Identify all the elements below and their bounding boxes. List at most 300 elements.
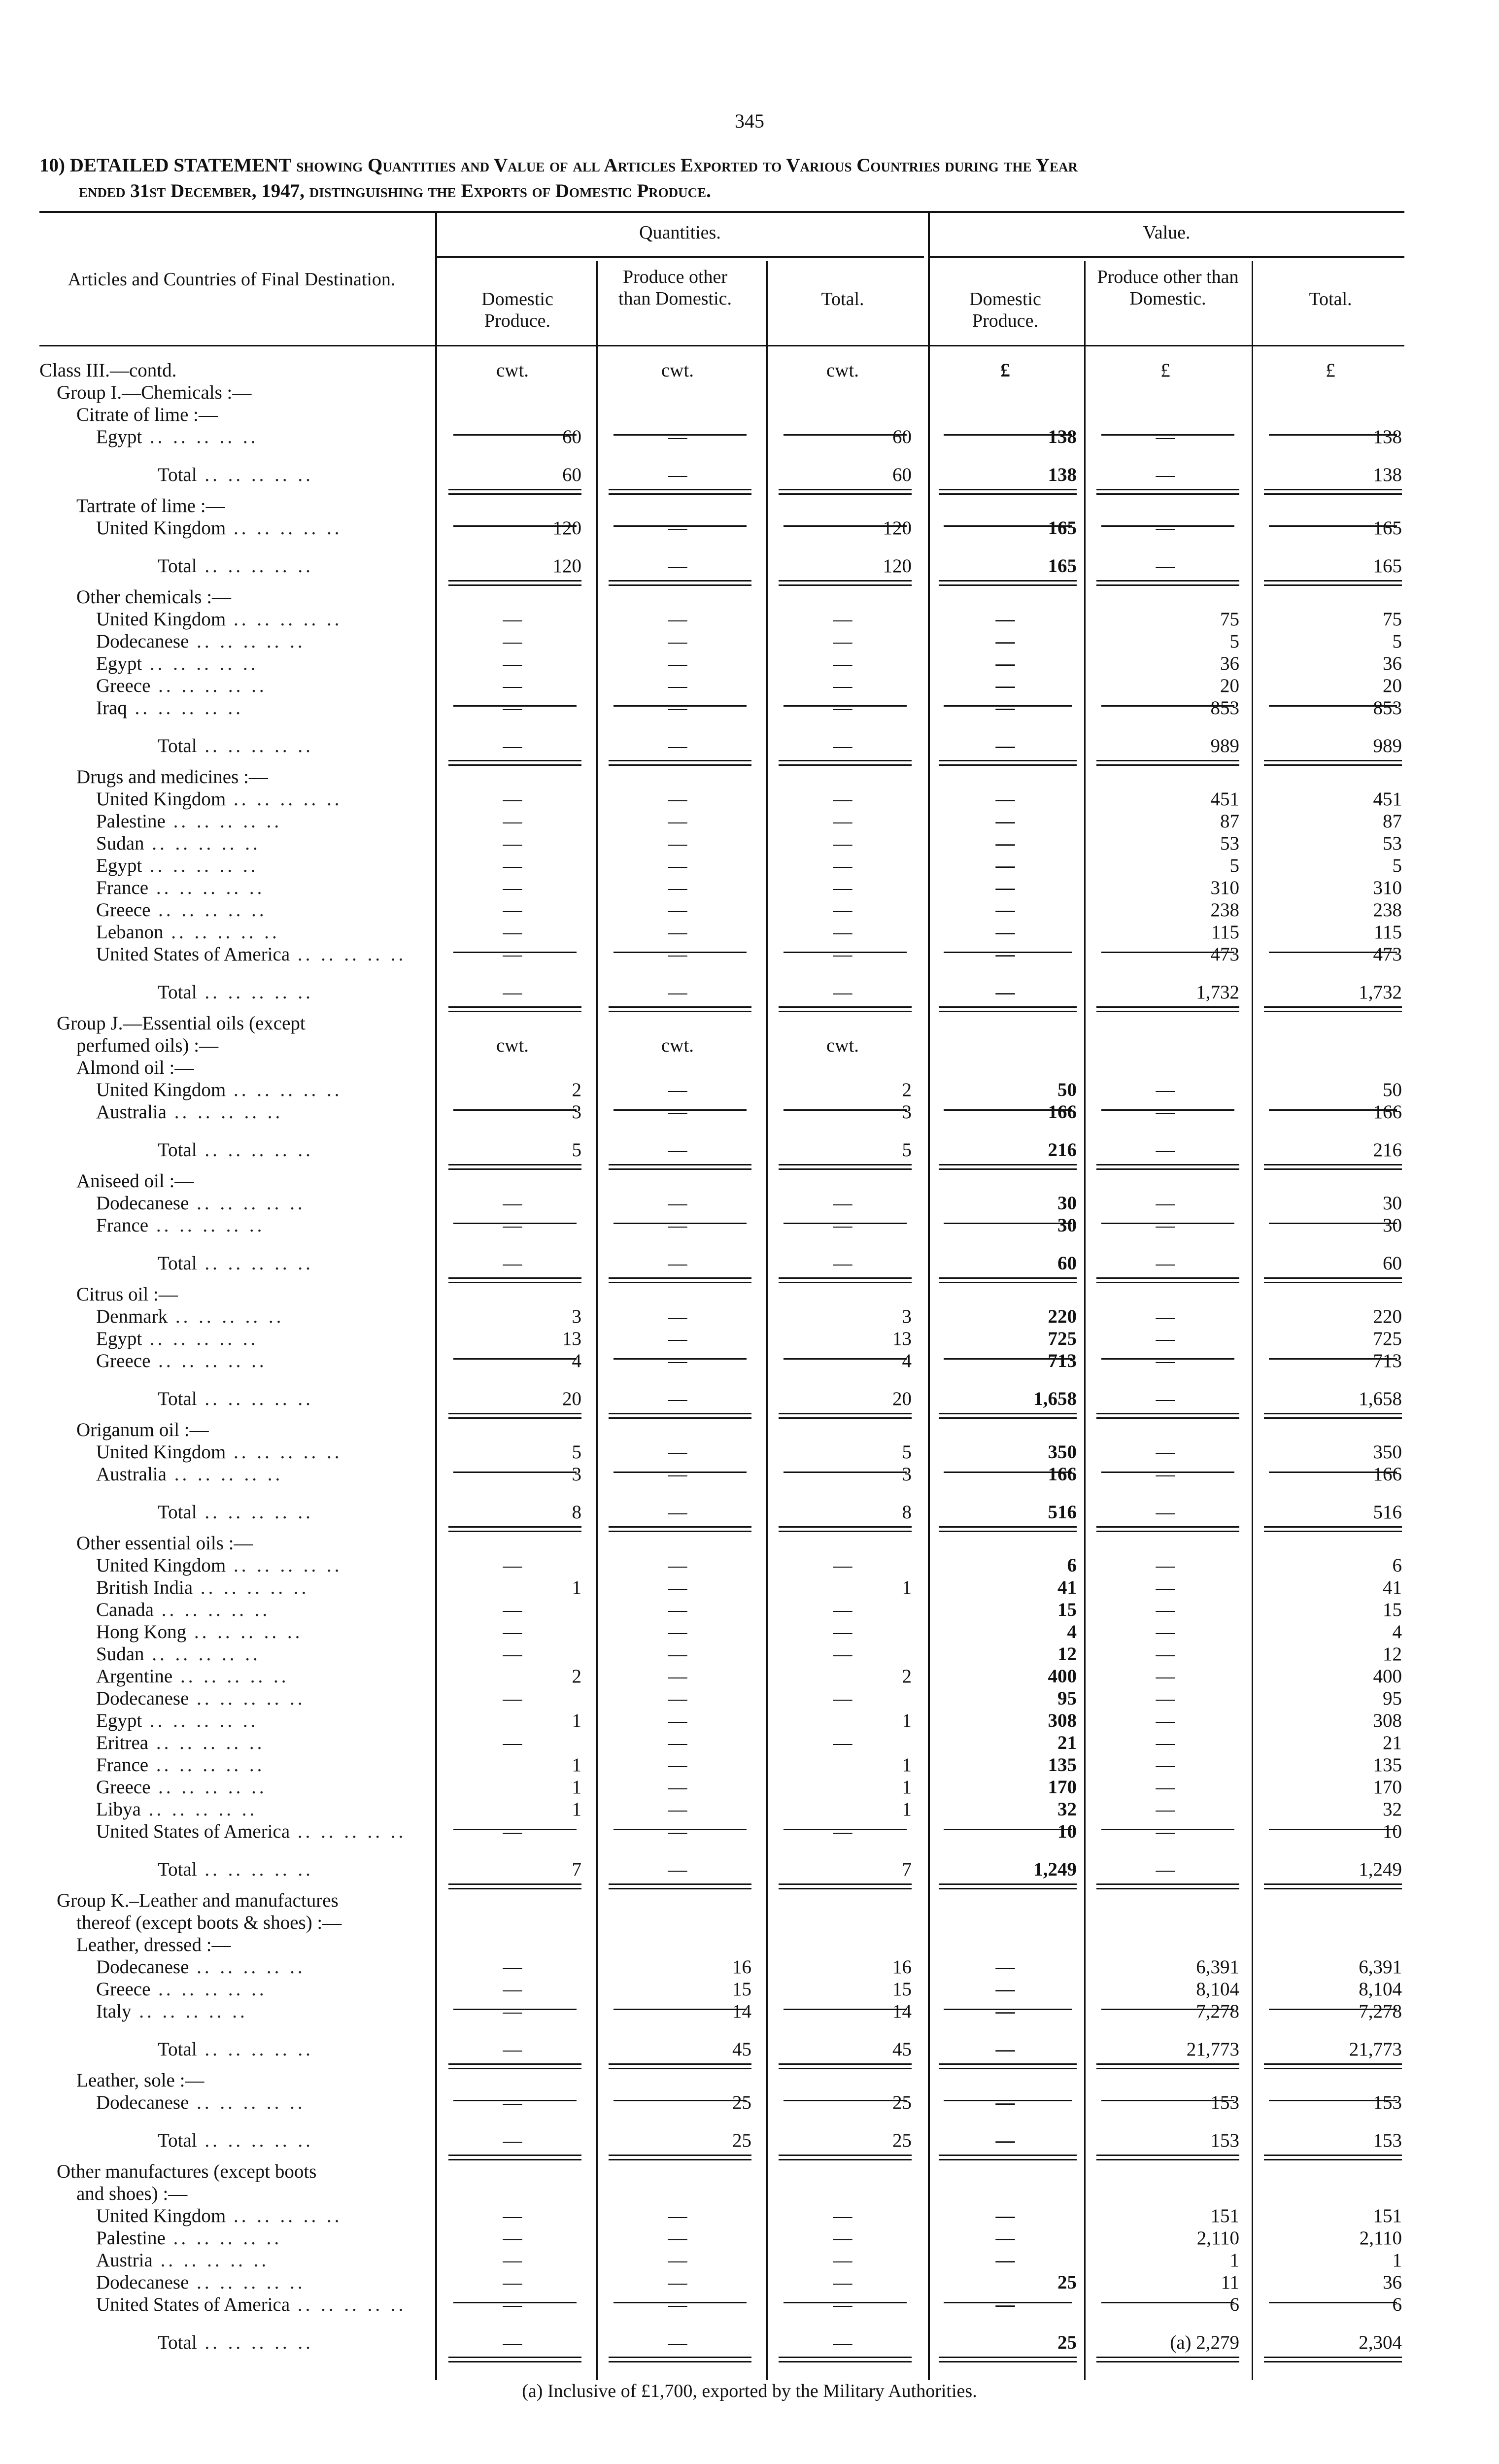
cell-other-quantity: — <box>668 555 687 577</box>
cell-domestic-quantity: — <box>503 1215 522 1236</box>
cell-domestic-quantity: — <box>503 1732 522 1753</box>
leader-dots: .. .. .. .. .. <box>197 2130 313 2151</box>
cell-total-quantity: — <box>833 1253 852 1274</box>
v-total-header: Total. <box>1309 289 1352 309</box>
cell-domestic-value: — <box>995 788 1015 810</box>
rule-line <box>453 705 577 707</box>
rule-line <box>944 952 1072 953</box>
cell-other-value: — <box>1156 1502 1175 1523</box>
row-label-text: Leather, dressed :— <box>76 1934 231 1955</box>
cell-domestic-quantity: 13 <box>562 1328 581 1349</box>
row-label <box>39 1889 434 1912</box>
row-label <box>39 1252 434 1274</box>
row-label-text: Citrus oil :— <box>76 1284 178 1305</box>
leader-dots: .. .. .. .. .. <box>193 1577 309 1598</box>
section-row <box>0 404 1499 426</box>
rule-line <box>613 952 747 953</box>
cell-total-quantity: cwt. <box>826 360 859 381</box>
cell-other-quantity: — <box>668 899 687 921</box>
rule-line <box>1101 2302 1234 2303</box>
cell-total-value: 36 <box>1383 653 1402 674</box>
cell-other-value: — <box>1156 1666 1175 1687</box>
cell-domestic-quantity: 1 <box>572 1754 581 1776</box>
row-label <box>39 2205 434 2227</box>
row-label <box>39 855 434 877</box>
cell-other-value: — <box>1156 1777 1175 1798</box>
cell-total-value: 20 <box>1383 675 1402 696</box>
row-label-text: United States of America <box>96 2294 290 2315</box>
row-label <box>39 1170 434 1192</box>
table-row <box>0 2293 1499 2316</box>
cell-domestic-quantity: 4 <box>572 1350 581 1371</box>
cell-total-quantity: — <box>833 1688 852 1709</box>
rule-line <box>784 1109 907 1111</box>
cell-domestic-quantity: — <box>503 631 522 652</box>
row-label <box>39 1934 434 1956</box>
row-label <box>39 2249 434 2271</box>
cell-domestic-quantity: — <box>503 1555 522 1576</box>
row-label <box>39 675 434 697</box>
double-rule-line <box>609 489 751 495</box>
cell-domestic-value: — <box>995 2001 1015 2022</box>
cell-total-quantity: — <box>833 735 852 756</box>
leader-dots: .. .. .. .. .. <box>140 1799 258 1820</box>
cell-domestic-quantity: — <box>503 1193 522 1214</box>
cell-domestic-quantity: — <box>503 944 522 965</box>
cell-domestic-value: — <box>995 697 1015 719</box>
cell-total-quantity: — <box>833 675 852 696</box>
rule-line <box>1269 525 1397 527</box>
cell-other-quantity: — <box>668 697 687 719</box>
table-row <box>0 1214 1499 1236</box>
total-rule-below <box>0 1523 1499 1532</box>
cell-domestic-quantity: 8 <box>572 1502 581 1523</box>
double-rule-line <box>1264 1883 1402 1889</box>
row-label-text: France <box>96 1754 149 1776</box>
cell-other-value: £ <box>1160 360 1170 381</box>
cell-total-value: 473 <box>1373 944 1402 965</box>
cell-other-quantity: — <box>668 1821 687 1842</box>
cell-total-quantity: — <box>833 833 852 854</box>
q-domestic-header: Domestic Produce. <box>481 289 553 331</box>
row-label-text: Total <box>158 982 197 1003</box>
leader-dots: .. .. .. .. .. <box>226 517 342 539</box>
table-row <box>0 1350 1499 1372</box>
cell-other-quantity: — <box>668 1350 687 1371</box>
row-label-text: British India <box>96 1577 193 1598</box>
rule-line <box>1101 1472 1234 1473</box>
cell-domestic-quantity: — <box>503 788 522 810</box>
row-label-text: Palestine <box>96 2227 166 2249</box>
cell-other-quantity: — <box>668 1710 687 1731</box>
cell-total-value: 1,249 <box>1359 1859 1402 1880</box>
leader-dots: .. .. .. .. .. <box>186 1621 303 1643</box>
row-label <box>39 1034 434 1057</box>
cell-total-value: 153 <box>1373 2092 1402 2113</box>
double-rule-line <box>939 2357 1077 2362</box>
table-row <box>0 1554 1499 1576</box>
cell-other-quantity: — <box>668 1621 687 1643</box>
cell-total-value: 1,732 <box>1359 982 1402 1003</box>
rule-line <box>784 1829 907 1830</box>
row-label <box>39 788 434 810</box>
row-label-text: Canada <box>96 1599 154 1620</box>
cell-domestic-quantity: — <box>503 2227 522 2249</box>
leader-dots: .. .. .. .. .. <box>197 1253 313 1274</box>
cell-other-quantity: — <box>668 2332 687 2353</box>
leader-dots: .. .. .. .. .. <box>290 1821 407 1842</box>
cell-domestic-quantity: — <box>503 855 522 876</box>
rule-line <box>944 2302 1072 2303</box>
row-label <box>39 943 434 965</box>
cell-other-quantity: — <box>668 653 687 674</box>
table-row <box>0 652 1499 675</box>
double-rule-line <box>1264 2357 1402 2362</box>
row-label <box>39 1328 434 1350</box>
row-label <box>39 1710 434 1732</box>
rule-line <box>1269 1358 1397 1360</box>
quantities-header: Quantities. <box>639 222 721 243</box>
table-row <box>0 675 1499 697</box>
cell-total-value: 153 <box>1373 2130 1402 2151</box>
table-row <box>0 1776 1499 1798</box>
cell-total-quantity: — <box>833 631 852 652</box>
row-label-text: Group I.—Chemicals :— <box>57 382 252 403</box>
leader-dots: .. .. .. .. .. <box>197 555 313 577</box>
table-row <box>0 608 1499 630</box>
cell-domestic-quantity: 3 <box>572 1464 581 1485</box>
double-rule-line <box>779 1413 912 1419</box>
rule-line <box>1101 1358 1234 1360</box>
row-label-text: Greece <box>96 1979 151 2000</box>
total-row <box>0 555 1499 577</box>
total-rule-below <box>0 1161 1499 1170</box>
row-label-text: and shoes) :— <box>76 2183 188 2204</box>
leader-dots: .. .. .. .. .. <box>226 609 342 630</box>
cell-total-value: 220 <box>1373 1306 1402 1327</box>
value-header: Value. <box>1143 222 1191 243</box>
total-rule-below <box>0 1003 1499 1012</box>
cell-domestic-quantity: 1 <box>572 1710 581 1731</box>
leader-dots: .. .. .. .. .. <box>142 653 259 674</box>
cell-total-quantity: — <box>833 2272 852 2293</box>
double-rule-line <box>1264 1413 1402 1419</box>
cell-other-value: — <box>1156 1101 1175 1123</box>
leader-dots: .. .. .. .. .. <box>197 1388 313 1409</box>
cell-domestic-value: 95 <box>1057 1688 1077 1709</box>
rule-line <box>613 434 747 436</box>
cell-other-quantity: — <box>668 855 687 876</box>
cell-other-value: — <box>1156 1193 1175 1214</box>
section-row <box>0 1034 1499 1057</box>
rule-line <box>1269 2009 1397 2010</box>
leader-dots: .. .. .. .. .. <box>148 1732 265 1753</box>
cell-other-quantity: 25 <box>732 2092 751 2113</box>
double-rule-line <box>939 1277 1077 1283</box>
rule-line <box>1101 1109 1234 1111</box>
section-row <box>0 1419 1499 1441</box>
cell-total-quantity: — <box>833 1193 852 1214</box>
double-rule-line <box>448 2357 581 2362</box>
double-rule-line <box>448 760 581 766</box>
row-label <box>39 426 434 448</box>
cell-domestic-quantity: — <box>503 1821 522 1842</box>
row-label-text: France <box>96 877 149 898</box>
cell-total-quantity: — <box>833 2205 852 2226</box>
cell-domestic-quantity: 7 <box>572 1859 581 1880</box>
section-row <box>0 495 1499 517</box>
cell-other-quantity: — <box>668 1599 687 1620</box>
table-row <box>0 1463 1499 1485</box>
cell-domestic-quantity: — <box>503 697 522 719</box>
table-row <box>0 2271 1499 2293</box>
rule-line <box>944 1829 1072 1830</box>
row-label-text: Total <box>158 464 197 485</box>
cell-other-quantity: — <box>668 982 687 1003</box>
total-row <box>0 1501 1499 1523</box>
cell-total-value: 12 <box>1383 1643 1402 1665</box>
cell-domestic-value: 4 <box>1067 1621 1077 1643</box>
row-label-text: United Kingdom <box>96 609 226 630</box>
cell-other-quantity: — <box>668 1306 687 1327</box>
row-label-text: Origanum oil :— <box>76 1419 209 1440</box>
cell-domestic-value: 135 <box>1048 1754 1077 1776</box>
section-row <box>0 359 1499 381</box>
rule-line <box>613 1829 747 1830</box>
section-row <box>0 2160 1499 2183</box>
row-label-text: Tartrate of lime :— <box>76 495 225 516</box>
table-heading <box>39 153 1414 204</box>
double-rule-line <box>448 1413 581 1419</box>
cell-domestic-quantity: 2 <box>572 1079 581 1100</box>
cell-other-quantity: — <box>668 2272 687 2293</box>
cell-domestic-value: 166 <box>1048 1464 1077 1485</box>
row-label-text: France <box>96 1215 149 1236</box>
double-rule-line <box>448 1164 581 1170</box>
cell-domestic-value: 21 <box>1057 1732 1077 1753</box>
leader-dots: .. .. .. .. .. <box>142 426 259 447</box>
cell-total-quantity: — <box>833 2250 852 2271</box>
double-rule-line <box>1096 1413 1239 1419</box>
double-rule-line <box>448 580 581 586</box>
cell-other-quantity: — <box>668 675 687 696</box>
cell-domestic-value: — <box>995 944 1015 965</box>
cell-other-value: 989 <box>1210 735 1239 756</box>
table-row <box>0 1754 1499 1776</box>
row-label <box>39 1732 434 1754</box>
cell-domestic-value: 50 <box>1057 1079 1077 1100</box>
cell-other-quantity: — <box>668 811 687 832</box>
double-rule-line <box>609 1526 751 1532</box>
rule-line <box>1101 705 1234 707</box>
cell-domestic-quantity: — <box>503 982 522 1003</box>
row-label <box>39 697 434 719</box>
cell-domestic-value: 41 <box>1057 1577 1077 1598</box>
cell-total-value: 21 <box>1383 1732 1402 1753</box>
cell-other-value: — <box>1156 1350 1175 1371</box>
row-label-text: Group J.—Essential oils (except <box>57 1013 306 1034</box>
row-label-text: Australia <box>96 1464 167 1485</box>
rule-line <box>453 1109 577 1111</box>
cell-domestic-value: — <box>995 2227 1015 2249</box>
cell-other-value: 853 <box>1210 697 1239 719</box>
cell-other-value: 5 <box>1229 855 1239 876</box>
table-row <box>0 630 1499 652</box>
rule-line <box>1101 434 1234 436</box>
leader-dots: .. .. .. .. .. <box>189 1193 306 1214</box>
row-label-text: Austria <box>96 2250 153 2271</box>
row-label <box>39 2227 434 2249</box>
row-label-text: United States of America <box>96 1821 290 1842</box>
cell-total-quantity: 1 <box>902 1710 912 1731</box>
cell-total-quantity: — <box>833 2294 852 2315</box>
table-row <box>0 921 1499 943</box>
table-row <box>0 1192 1499 1214</box>
cell-other-value: — <box>1156 1577 1175 1598</box>
section-row <box>0 2183 1499 2205</box>
rule-line <box>944 2009 1072 2010</box>
rule-line <box>453 2302 577 2303</box>
cell-other-value: 7,278 <box>1196 2001 1239 2022</box>
row-label-text: Greece <box>96 1350 151 1371</box>
cell-domestic-quantity: — <box>503 922 522 943</box>
cell-other-quantity: — <box>668 1502 687 1523</box>
cell-domestic-value: 30 <box>1057 1215 1077 1236</box>
table-row <box>0 1820 1499 1843</box>
value-rule <box>929 256 1404 258</box>
double-rule-line <box>939 1164 1077 1170</box>
row-label-text: thereof (except boots & shoes) :— <box>76 1912 342 1933</box>
cell-other-quantity: — <box>668 2227 687 2249</box>
double-rule-line <box>609 1277 751 1283</box>
cell-domestic-quantity: 3 <box>572 1306 581 1327</box>
leader-dots: .. .. .. .. .. <box>189 1956 306 1978</box>
leader-dots: .. .. .. .. .. <box>148 877 265 898</box>
row-label <box>39 2091 434 2114</box>
row-label <box>39 1012 434 1034</box>
leader-dots: .. .. .. .. .. <box>166 1101 283 1123</box>
cell-domestic-value: — <box>995 811 1015 832</box>
double-rule-line <box>779 2063 912 2069</box>
cell-domestic-quantity: — <box>503 833 522 854</box>
total-rule-below <box>0 1881 1499 1889</box>
cell-total-value: 2,304 <box>1359 2332 1402 2353</box>
row-label <box>39 652 434 675</box>
cell-total-value: 115 <box>1373 922 1402 943</box>
section-row <box>0 2069 1499 2091</box>
cell-total-value: £ <box>1326 360 1335 381</box>
rule-line <box>784 952 907 953</box>
leader-dots: .. .. .. .. .. <box>131 2001 248 2022</box>
rule-line <box>944 2100 1072 2101</box>
row-label <box>39 1599 434 1621</box>
section-row <box>0 1057 1499 1079</box>
cell-total-quantity: — <box>833 2227 852 2249</box>
cell-domestic-value: — <box>995 735 1015 756</box>
row-label <box>39 2000 434 2022</box>
header-bottom-rule <box>39 345 1404 346</box>
cell-total-value: 350 <box>1373 1441 1402 1463</box>
cell-domestic-value: — <box>995 922 1015 943</box>
cell-total-value: 451 <box>1373 788 1402 810</box>
rule-line <box>944 434 1072 436</box>
double-rule-line <box>609 1413 751 1419</box>
cell-other-value: — <box>1156 517 1175 539</box>
cell-domestic-value: — <box>995 609 1015 630</box>
cell-other-value: 451 <box>1210 788 1239 810</box>
rule-line <box>613 2302 747 2303</box>
cell-other-value: 20 <box>1220 675 1239 696</box>
cell-other-value: — <box>1156 1388 1175 1409</box>
cell-total-value: 1 <box>1392 2250 1402 2271</box>
cell-total-quantity: — <box>833 877 852 898</box>
double-rule-line <box>448 1277 581 1283</box>
cell-other-value: 1 <box>1229 2250 1239 2271</box>
cell-domestic-value: 166 <box>1048 1101 1077 1123</box>
cell-other-quantity: — <box>668 2250 687 2271</box>
cell-other-quantity: — <box>668 833 687 854</box>
cell-total-quantity: cwt. <box>826 1035 859 1056</box>
leader-dots: .. .. .. .. .. <box>226 1079 342 1100</box>
section-row <box>0 766 1499 788</box>
leader-dots: .. .. .. .. .. <box>226 1555 342 1576</box>
double-rule-line <box>609 1006 751 1012</box>
table-row <box>0 1687 1499 1710</box>
row-label <box>39 1956 434 1978</box>
row-label <box>39 404 434 426</box>
cell-total-quantity: 1 <box>902 1754 912 1776</box>
cell-other-quantity: — <box>668 517 687 539</box>
cell-domestic-quantity: — <box>503 653 522 674</box>
rule-line <box>453 2009 577 2010</box>
row-label-text: Almond oil :— <box>76 1057 194 1078</box>
cell-total-value: 238 <box>1373 899 1402 921</box>
cell-total-value: 138 <box>1373 426 1402 447</box>
cell-domestic-quantity: — <box>503 2250 522 2271</box>
cell-total-quantity: — <box>833 1621 852 1643</box>
table-row <box>0 1599 1499 1621</box>
row-label <box>39 1139 434 1161</box>
row-label <box>39 2293 434 2316</box>
cell-domestic-quantity: — <box>503 1643 522 1665</box>
row-label-text: Argentine <box>96 1666 173 1687</box>
cell-total-value: 95 <box>1383 1688 1402 1709</box>
rule-line <box>944 525 1072 527</box>
heading-line1: showing Quantities and Value of all Articles Exported to Various Countries during the Year <box>291 155 1078 176</box>
row-label-text: Hong Kong <box>96 1621 187 1643</box>
quantities-rule <box>436 256 924 258</box>
heading-title: DETAILED STATEMENT <box>69 155 292 176</box>
row-label-text: Total <box>158 1859 197 1880</box>
table-row <box>0 832 1499 855</box>
rule-line <box>1269 2100 1397 2101</box>
cell-other-value: — <box>1156 1441 1175 1463</box>
leader-dots: .. .. .. .. .. <box>226 2205 342 2226</box>
cell-other-quantity: — <box>668 1799 687 1820</box>
row-label-text: United Kingdom <box>96 2205 226 2226</box>
cell-total-quantity: — <box>833 855 852 876</box>
cell-total-value: 135 <box>1373 1754 1402 1776</box>
cell-total-value: 7,278 <box>1359 2001 1402 2022</box>
cell-total-quantity: 45 <box>892 2039 912 2060</box>
row-label-text: Sudan <box>96 1643 144 1665</box>
row-label-text: Total <box>158 1139 197 1161</box>
table-row <box>0 1710 1499 1732</box>
cell-other-value: 6,391 <box>1196 1956 1239 1978</box>
double-rule-line <box>939 1413 1077 1419</box>
section-row <box>0 1532 1499 1554</box>
row-label <box>39 981 434 1003</box>
